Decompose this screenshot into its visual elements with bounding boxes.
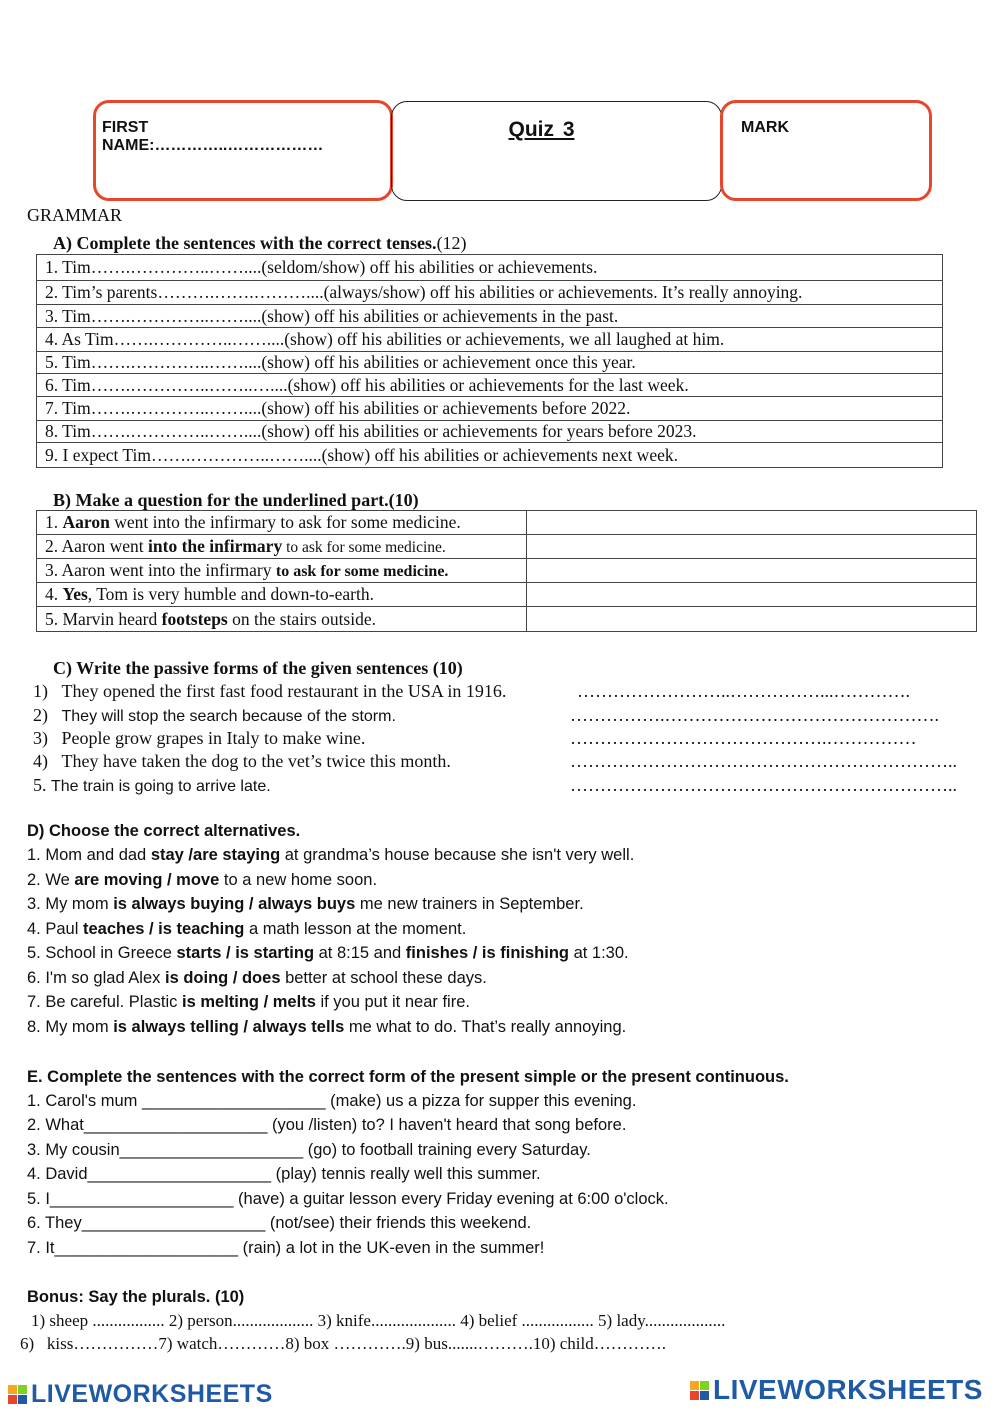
question-cell: 2. Aaron went into the infirmary to ask for some medicine.	[37, 535, 527, 559]
list-item[interactable]: 8. My mom is always telling / always tells me what to do. That’s really annoying.	[27, 1018, 627, 1036]
question-cell: 3. Aaron went into the infirmary to ask for some medicine.	[37, 559, 527, 583]
table-row[interactable]: 8. Tim…….…………..……....(show) off his abilities or achievements for years before 2023.	[37, 421, 943, 443]
bonus-line-1[interactable]: 1) sheep ................. 2) person................... 3) knife.................... 4) belief ................. 5) lady...................	[31, 1311, 726, 1330]
list-item[interactable]: 5. School in Greece starts / is starting at 8:15 and finishes / is finishing at 1:30.	[27, 944, 629, 962]
list-item: 1) They opened the first fast food restaurant in the USA in 1916.	[33, 681, 507, 701]
quiz-title: Quiz 3	[508, 118, 575, 141]
answer-dots[interactable]: ………………………………………………………..	[570, 775, 957, 795]
answer-dots[interactable]: ……………………..……………...………….	[577, 681, 910, 701]
list-item[interactable]: 2. We are moving / move to a new home soon.	[27, 871, 378, 889]
list-item[interactable]: 6. They____________________ (not/see) their friends this weekend.	[27, 1214, 532, 1232]
quiz-title-box	[391, 101, 722, 201]
section-e-heading: E. Complete the sentences with the correct form of the present simple or the present continuous.	[27, 1068, 789, 1086]
liveworksheets-mark-icon	[8, 1385, 27, 1404]
bonus-heading: Bonus: Say the plurals. (10)	[27, 1288, 245, 1306]
list-item[interactable]: 6. I'm so glad Alex is doing / does better at school these days.	[27, 969, 487, 987]
list-item[interactable]: 3. My mom is always buying / always buys me new trainers in September.	[27, 895, 584, 913]
first-name-box[interactable]	[93, 100, 393, 201]
table-row[interactable]: 5. Tim…….…………..……....(show) off his abilities or achievement once this year.	[37, 352, 943, 374]
list-item[interactable]: 7. Be careful. Plastic is melting / melts if you put it near fire.	[27, 993, 470, 1011]
list-item[interactable]: 4. Paul teaches / is teaching a math lesson at the moment.	[27, 920, 467, 938]
table-row[interactable]: 7. Tim…….…………..……....(show) off his abilities or achievements before 2022.	[37, 397, 943, 421]
answer-cell[interactable]	[527, 511, 977, 535]
answer-cell[interactable]	[527, 583, 977, 607]
mark-label: MARK	[741, 119, 789, 136]
section-c-heading: C) Write the passive forms of the given sentences (10)	[53, 658, 463, 678]
table-row[interactable]: 4. As Tim…….…………..……....(show) off his abilities or achievements, we all laughed at him.	[37, 328, 943, 352]
table-row[interactable]: 9. I expect Tim…….…………..……....(show) off his abilities or achievements next week.	[37, 443, 943, 468]
question-cell: 5. Marvin heard footsteps on the stairs outside.	[37, 607, 527, 632]
list-item: 5. The train is going to arrive late.	[33, 775, 271, 795]
question-cell: 1. Aaron went into the infirmary to ask for some medicine.	[37, 511, 527, 535]
answer-cell[interactable]	[527, 535, 977, 559]
list-item[interactable]: 3. My cousin____________________ (go) to football training every Saturday.	[27, 1141, 591, 1159]
grammar-label: GRAMMAR	[27, 205, 123, 225]
mark-box[interactable]	[720, 100, 932, 201]
answer-cell[interactable]	[527, 607, 977, 632]
table-row[interactable]: 6. Tim…….…………..……..…....(show) off his abilities or achievements for the last week.	[37, 374, 943, 397]
section-b-heading: B) Make a question for the underlined part.(10)	[53, 490, 419, 510]
answer-dots[interactable]: ………………………………………………………..	[570, 751, 957, 771]
table-row[interactable]: 1. Tim…….…………..……....(seldom/show) off his abilities or achievements.	[37, 255, 943, 281]
table-row[interactable]: 3. Tim…….…………..……....(show) off his abilities or achievements in the past.	[37, 305, 943, 328]
list-item[interactable]: 4. David____________________ (play) tennis really well this summer.	[27, 1165, 541, 1183]
first-name-label: FIRST	[102, 119, 149, 136]
liveworksheets-logo-left: LIVEWORKSHEETS	[8, 1380, 273, 1409]
section-b-table	[36, 510, 977, 632]
table-row[interactable]: 2. Tim’s parents……….…….………....(always/show) off his abilities or achievements. It’s really annoying.	[37, 281, 943, 305]
section-d-heading: D) Choose the correct alternatives.	[27, 822, 301, 840]
liveworksheets-mark-icon	[690, 1381, 709, 1400]
list-item: 2) They will stop the search because of the storm.	[33, 705, 396, 725]
section-a-table	[36, 254, 943, 468]
liveworksheets-logo-right: LIVEWORKSHEETS	[690, 1374, 983, 1406]
list-item[interactable]: 2. What____________________ (you /listen) to? I haven't heard that song before.	[27, 1116, 627, 1134]
answer-dots[interactable]: …………………………………….……………	[570, 728, 917, 748]
list-item[interactable]: 1. Mom and dad stay /are staying at grandma’s house because she isn't very well.	[27, 846, 635, 864]
question-cell: 4. Yes, Tom is very humble and down-to-earth.	[37, 583, 527, 607]
list-item[interactable]: 7. It____________________ (rain) a lot in the UK-even in the summer!	[27, 1239, 545, 1257]
list-item: 4) They have taken the dog to the vet’s twice this month.	[33, 751, 451, 771]
list-item[interactable]: 5. I____________________ (have) a guitar lesson every Friday evening at 6:00 o'clock.	[27, 1190, 669, 1208]
answer-cell[interactable]	[527, 559, 977, 583]
name-line: NAME:…………..………………	[102, 137, 324, 154]
section-a-heading: A) Complete the sentences with the correct tenses.(12)	[53, 233, 467, 253]
list-item[interactable]: 1. Carol's mum ____________________ (make) us a pizza for supper this evening.	[27, 1092, 637, 1110]
list-item: 3) People grow grapes in Italy to make wine.	[33, 728, 366, 748]
answer-dots[interactable]: …………….……………………………………….	[570, 705, 939, 725]
bonus-line-2[interactable]: 6) kiss……………7) watch…………8) box ………….9) bus.......……….10) child………….	[20, 1334, 666, 1353]
